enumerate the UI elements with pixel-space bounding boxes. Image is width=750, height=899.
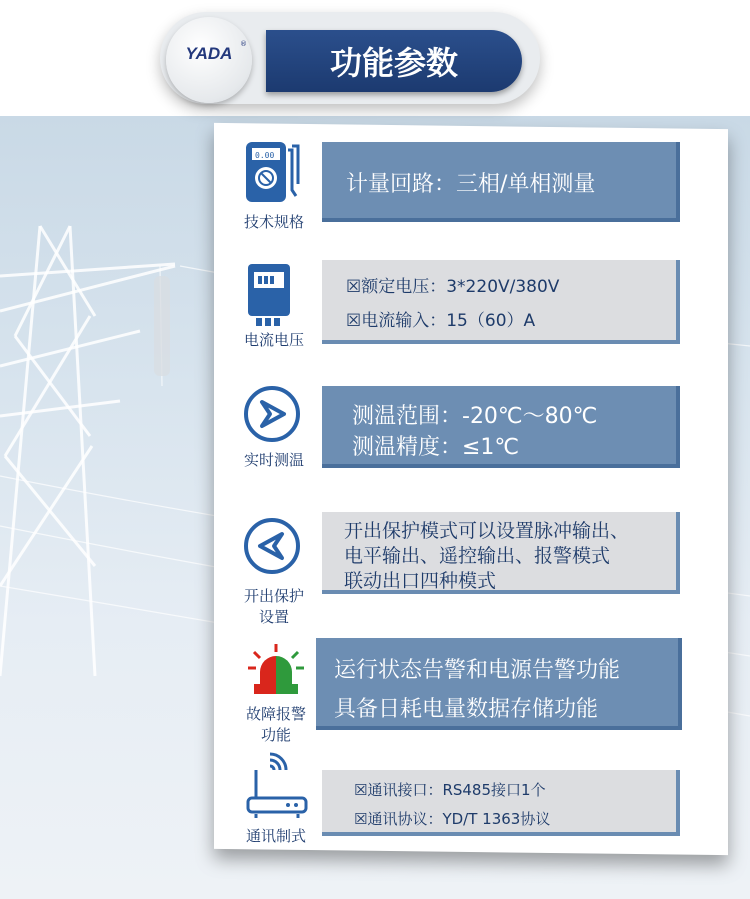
- alarm-line-1: 运行状态告警和电源告警功能: [334, 658, 621, 683]
- section-label-protection: 开出保护 设置: [243, 587, 304, 626]
- current-input-line: ☒电流输入：15（60）A: [346, 311, 536, 331]
- protection-line-2: 电平输出、遥控输出、报警模式: [344, 545, 611, 567]
- spec-line-1: 计量回路：三相/单相测量: [346, 172, 596, 197]
- section-label-temperature: 实时测温: [243, 451, 304, 469]
- section-label-fault-alarm: 故障报警 功能: [245, 705, 306, 744]
- section-label-current-voltage: 电流电压: [243, 331, 304, 349]
- logo-registered-mark: ®: [240, 40, 247, 48]
- section-label-spec: 技术规格: [243, 213, 304, 231]
- temp-range-line: 测温范围：-20℃～80℃: [352, 404, 598, 429]
- svg-text:0.00: 0.00: [255, 151, 275, 160]
- protection-line-3: 联动出口四种模式: [344, 570, 497, 592]
- rated-voltage-line: ☒额定电压：3*220V/380V: [346, 277, 560, 297]
- arrow-left-circle-icon: [242, 516, 302, 576]
- alarm-line-2: 具备日耗电量数据存储功能: [334, 697, 599, 722]
- protection-line-1: 开出保护模式可以设置脉冲输出、: [344, 520, 630, 542]
- section-label-communication: 通讯制式: [245, 827, 306, 845]
- page-title: 功能参数: [266, 30, 522, 92]
- comm-interface-line: ☒通讯接口：RS485接口1个: [354, 781, 546, 799]
- alarm-light-icon: [244, 642, 304, 702]
- router-icon: [244, 752, 304, 812]
- multimeter-icon: [244, 140, 304, 200]
- meter-icon: [246, 262, 306, 322]
- comm-protocol-line: ☒通讯协议：YD/T 1363协议: [354, 810, 551, 828]
- logo: YADA: [185, 44, 233, 63]
- temp-accuracy-line: 测温精度：≤1℃: [352, 435, 520, 460]
- arrow-right-circle-icon: [242, 384, 302, 444]
